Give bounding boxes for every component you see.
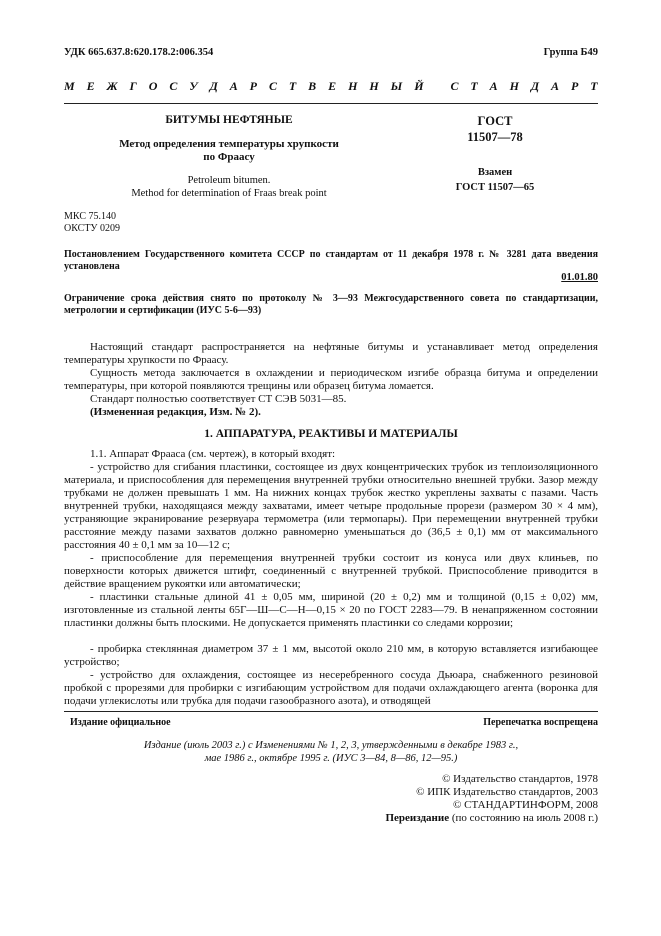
edition-note-line1: Издание (июль 2003 г.) с Изменениями № 1, 2, 3, утвержденными в декабре 1983 г.,	[143, 740, 519, 751]
title-sub-line1: Метод определения температуры хрупкости	[119, 138, 339, 150]
okstu-code: ОКСТУ 0209	[64, 223, 121, 234]
mks-code: МКС 75.140	[64, 211, 116, 222]
intro-paragraph-2: Сущность метода заключается в охлаждении и периодическом изгибе образца битума и определении температуры, при которой появляются трещины или образец битума ломается.	[64, 367, 598, 392]
group-code: Группа Б49	[543, 47, 598, 58]
section-1-paragraph-5: - пробирка стеклянная диаметром 37 ± 1 мм, высотой около 210 мм, в которую вставляется изгибающее устройство;	[64, 643, 598, 668]
copyright-1978: © Издательство стандартов, 1978	[442, 773, 598, 785]
banner-letter: Ы	[390, 79, 403, 93]
header-divider	[64, 103, 598, 104]
footer-divider	[64, 711, 598, 712]
section-1-paragraph-4: - пластинки стальные длиной 41 ± 0,05 мм, шириной (20 ± 0,2) мм и толщиной (0,15 ± 0,02) мм, изготовленные из стальной ленты 65Г—Ш—С—Н—0,15 × 20 по ГОСТ 2283—79. В ненапряженном состоянии пластинки должны быть плоскими. Не допускается применять пластинки со следами коррозии;	[64, 591, 598, 629]
banner-letter: Д	[209, 79, 218, 93]
banner-letter: Н	[509, 79, 519, 93]
banner-letter: Ж	[106, 79, 118, 93]
intro-paragraph-3: Стандарт полностью соответствует СТ СЭВ 5031—85.	[90, 393, 347, 405]
banner-letter: Й	[414, 79, 424, 93]
intro-amendment: (Измененная редакция, Изм. № 2).	[90, 406, 261, 418]
gost-label: ГОСТ	[477, 114, 513, 128]
section-1-paragraph-3: - приспособление для перемещения внутренней трубки состоит из конуса или двух клиньев, по поверхности которых движется штифт, соединенный с внутренней трубкой. Приспособление приводится в действие вращением рукоятки или автоматически;	[64, 552, 598, 590]
title-en-line1: Petroleum bitumen.	[187, 175, 271, 186]
banner-letter	[436, 80, 439, 93]
intro-paragraph-1: Настоящий стандарт распространяется на нефтяные битумы и устанавливает метод определения температуры хрупкости по Фраасу.	[64, 341, 598, 366]
copyright-2008: © СТАНДАРТИНФОРМ, 2008	[453, 799, 598, 811]
section-1-paragraph-2: - устройство для сгибания пластинки, состоящее из двух концентрических трубок из теплоизоляционного материала, и приспособления для перемещения внутренней трубки относительно внешней трубки. Зазор между трубками не должен превышать 1 мм. На нижних концах трубок жестко укреплены захваты с пазами. Часть внутренней трубки, находящаяся между захватами, имеет четыре продольные прорези (размером 30 × 4 мм), устраняющие экранирование резервуара термометра (или термопары). При перемещении внутренней трубки расстояние между пазами захватов должно равномерно уменьшаться до (36,5 ± 0,1) мм от максимального расстояния 40 ± 0,1 мм за 10—12 с;	[64, 461, 598, 551]
banner-letter: Р	[249, 79, 257, 93]
banner-letter: Н	[369, 79, 379, 93]
section-1-heading: 1. АППАРАТУРА, РЕАКТИВЫ И МАТЕРИАЛЫ	[204, 428, 458, 440]
title-en-line2: Method for determination of Fraas break point	[131, 188, 327, 199]
banner-letter: В	[308, 79, 317, 93]
interstate-standard-banner	[64, 80, 598, 93]
reissue-label: Переиздание	[385, 812, 450, 824]
banner-letter: Г	[129, 79, 137, 93]
banner-letter: Н	[348, 79, 358, 93]
banner-letter: Е	[86, 79, 95, 93]
banner-letter: А	[229, 79, 238, 93]
copyright-2003: © ИПК Издательство стандартов, 2003	[416, 786, 598, 798]
reprint-prohibited: Перепечатка воспрещена	[483, 717, 598, 728]
title-main: БИТУМЫ НЕФТЯНЫЕ	[165, 114, 293, 126]
edition-note-line2: мае 1986 г., октябре 1995 г. (ИУС 3—84, 8—86, 12—95.)	[204, 753, 458, 764]
banner-letter: Р	[571, 79, 579, 93]
banner-letter: А	[551, 79, 560, 93]
banner-letter: У	[189, 79, 198, 93]
banner-letter: С	[268, 79, 277, 93]
intro-date: 01.01.80	[561, 272, 598, 283]
title-sub-line2: по Фраасу	[203, 151, 255, 163]
banner-letter: С	[169, 79, 178, 93]
udk-code: УДК 665.637.8:620.178.2:006.354	[64, 47, 214, 58]
section-1-paragraph-1: 1.1. Аппарат Фрааса (см. чертеж), в который входят:	[90, 448, 336, 460]
resolution-text: Постановлением Государственного комитета СССР по стандартам от 11 декабря 1978 г. № 3281 дата введения установлена	[64, 249, 598, 272]
banner-letter: Т	[590, 79, 598, 93]
section-1-paragraph-6: - устройство для охлаждения, состоящее из несеребренного сосуда Дьюара, снабженного резиновой пробкой с прорезями для пробирки с изгибающим устройством для подачи охлаждающего агента (воронка для подачи углекислоты или трубка для подачи газообразного азота), и отводящей	[64, 669, 598, 707]
restriction-text: Ограничение срока действия снято по протоколу № 3—93 Межгосударственного совета по стандартизации, метрологии и сертификации (ИУС 5-6—93)	[64, 293, 598, 316]
reissue-note	[385, 812, 598, 825]
banner-letter: Т	[470, 79, 478, 93]
banner-letter: А	[489, 79, 498, 93]
gost-number: 11507—78	[467, 130, 523, 144]
banner-letter: Д	[530, 79, 540, 93]
banner-letter: Е	[328, 79, 337, 93]
replaces-label: Взамен	[477, 167, 513, 178]
banner-letter: М	[64, 79, 75, 93]
reissue-text: (по состоянию на июль 2008 г.)	[451, 812, 598, 824]
banner-letter: С	[450, 79, 459, 93]
banner-letter: Т	[288, 79, 297, 93]
official-edition: Издание официальное	[70, 717, 171, 728]
replaces-standard: ГОСТ 11507—65	[455, 182, 535, 193]
banner-letter: О	[148, 79, 158, 93]
